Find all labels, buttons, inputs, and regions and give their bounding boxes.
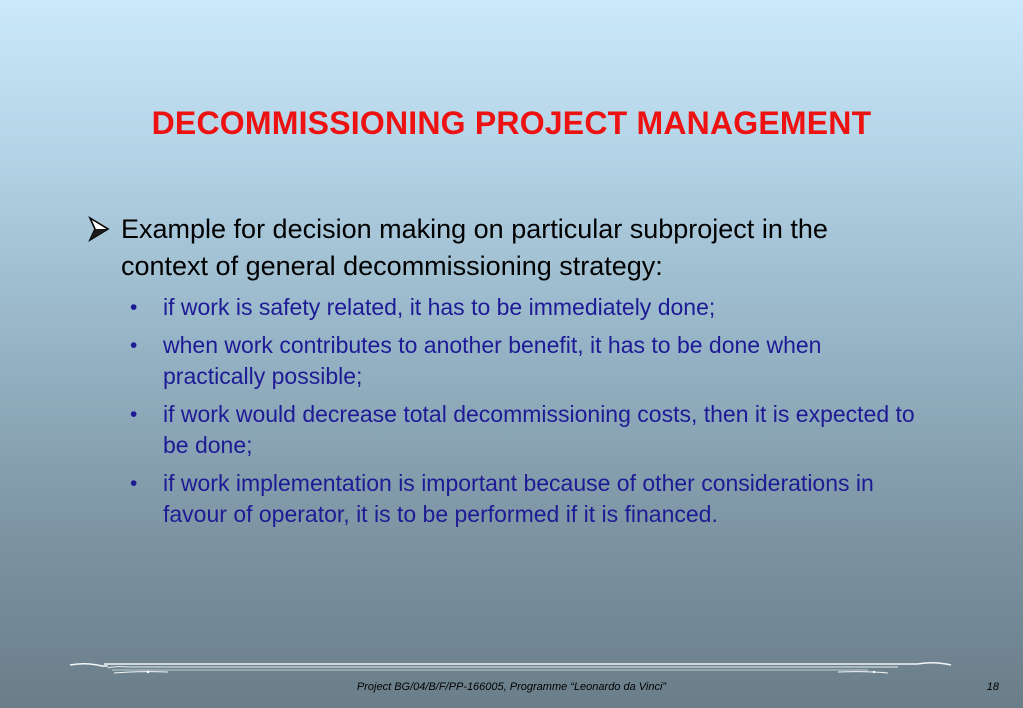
main-bullet <box>86 211 916 285</box>
bullet-dot-icon: • <box>130 403 138 426</box>
bullet-dot-icon: • <box>130 296 138 319</box>
footer-ornament-divider <box>68 656 953 680</box>
bullet-dot-icon: • <box>130 472 138 495</box>
footer-text: Project BG/04/B/F/PP-166005, Programme “Leonardo da Vinci” <box>356 681 667 693</box>
slide-title: DECOMMISSIONING PROJECT MANAGEMENT <box>151 105 872 141</box>
arrow-bullet-icon <box>86 214 114 244</box>
sub-bullet-text: if work implementation is important because of other considerations in favour of operator, it is to be performed if it is financed. <box>163 470 874 527</box>
page-number: 18 <box>986 681 999 693</box>
sub-bullet-item <box>128 399 928 461</box>
sub-bullet-item <box>128 468 928 530</box>
sub-bullet-text: when work contributes to another benefit, it has to be done when practically possible; <box>163 332 822 389</box>
sub-bullet-item <box>128 292 928 323</box>
bullet-dot-icon: • <box>130 334 138 357</box>
sub-bullet-item <box>128 330 928 392</box>
sub-bullet-list <box>128 292 928 537</box>
sub-bullet-text: if work is safety related, it has to be immediately done; <box>163 294 716 320</box>
main-bullet-text: Example for decision making on particular subproject in the context of general decommissioning strategy: <box>121 214 828 281</box>
sub-bullet-text: if work would decrease total decommissioning costs, then it is expected to be done; <box>163 401 915 458</box>
